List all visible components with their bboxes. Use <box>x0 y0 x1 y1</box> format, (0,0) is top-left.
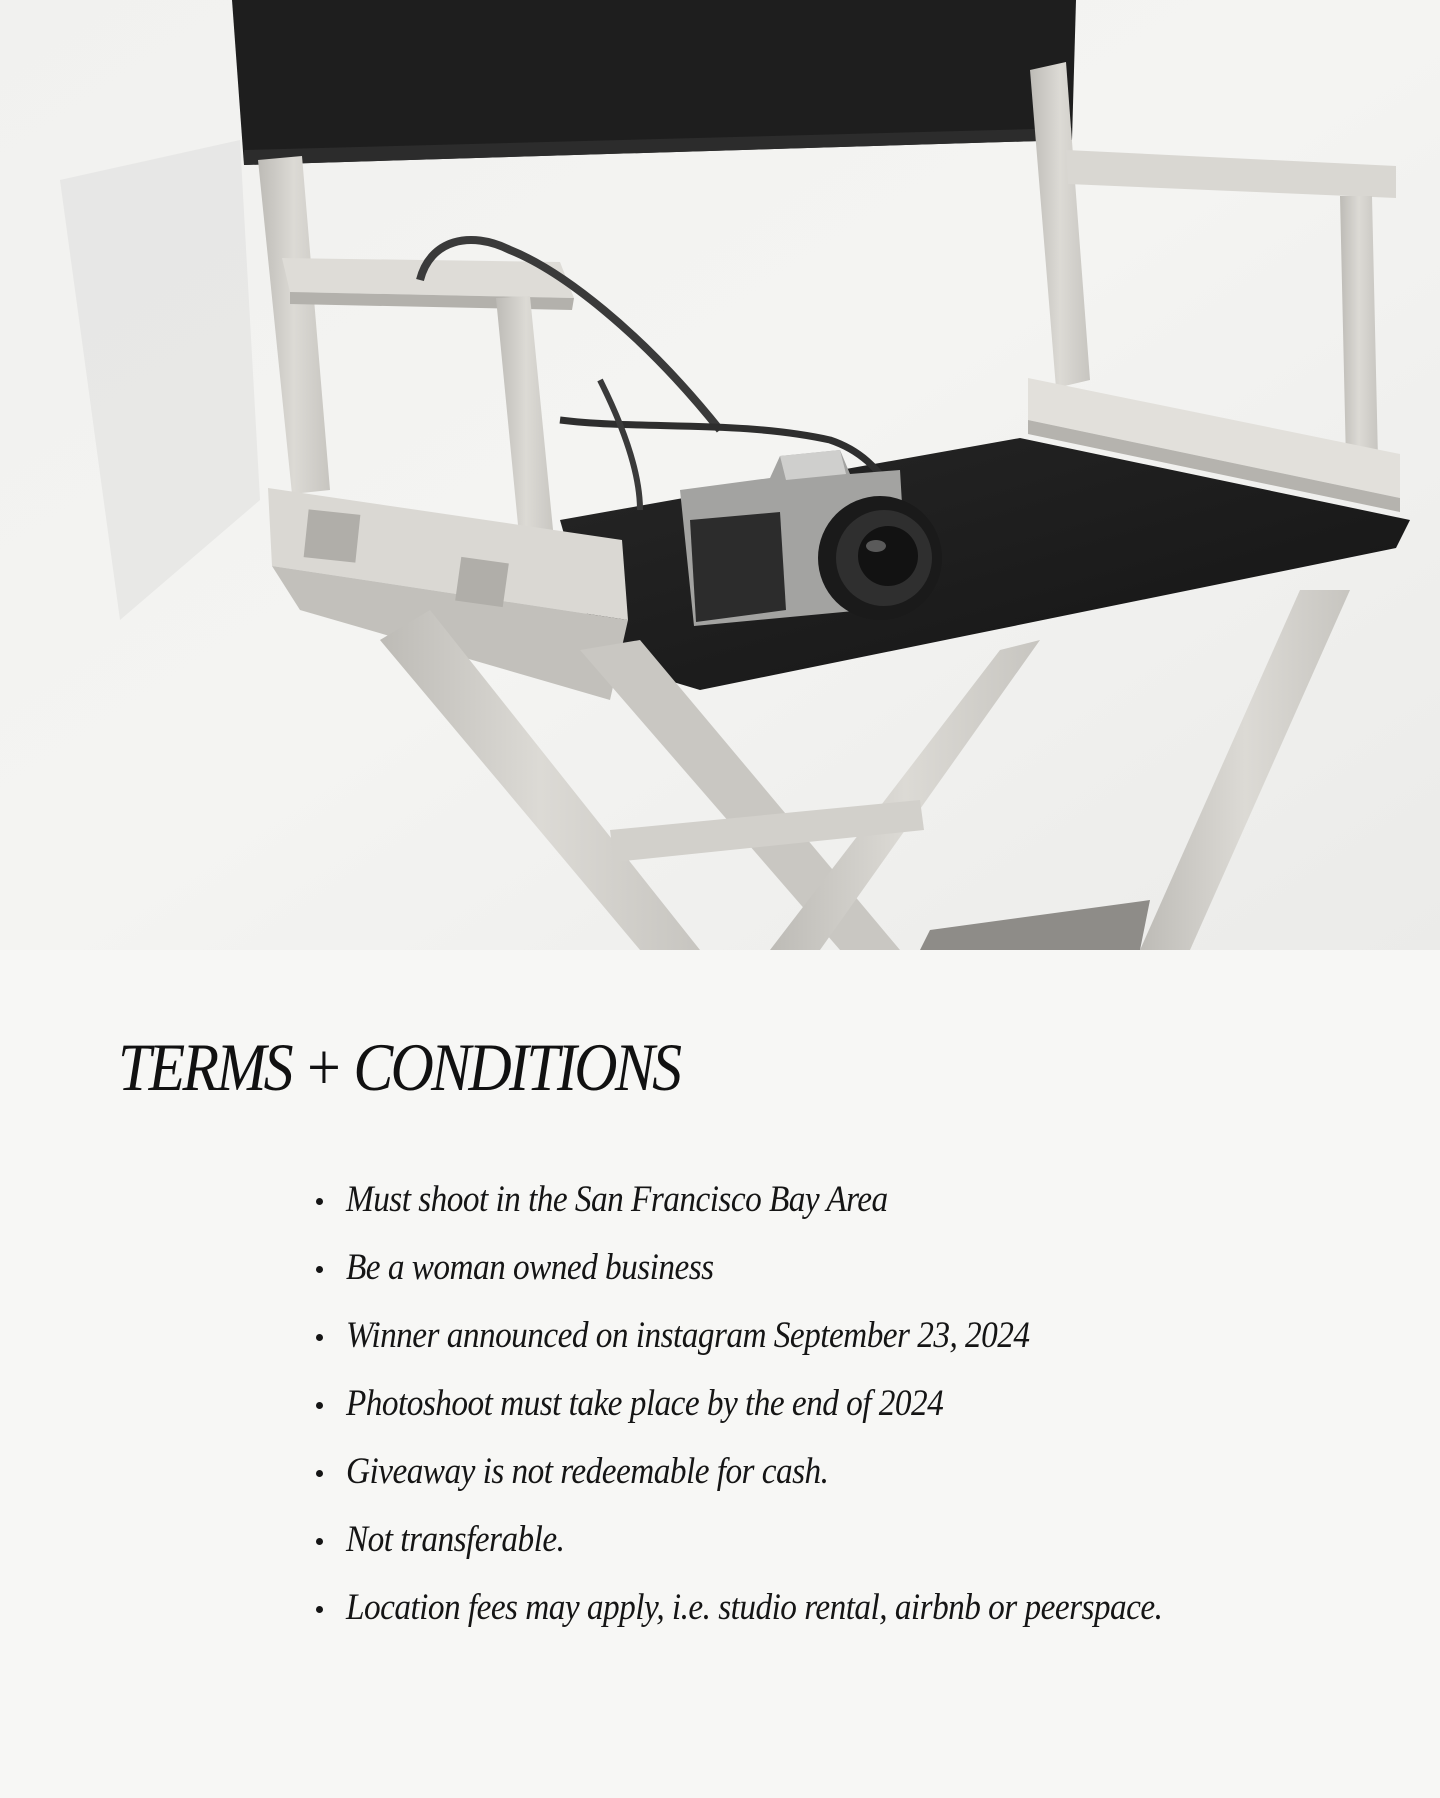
term-text: Be a woman owned business <box>346 1247 714 1288</box>
list-item <box>310 1580 1350 1648</box>
terms-list <box>310 1172 1350 1648</box>
bullet-icon <box>316 1402 323 1409</box>
list-item <box>310 1444 1350 1512</box>
term-text: Winner announced on instagram September 23, 2024 <box>346 1315 1030 1356</box>
bullet-icon <box>316 1538 323 1545</box>
term-text: Giveaway is not redeemable for cash. <box>346 1451 829 1492</box>
bullet-icon <box>316 1266 323 1273</box>
bullet-icon <box>316 1334 323 1341</box>
list-item <box>310 1376 1350 1444</box>
term-text: Must shoot in the San Francisco Bay Area <box>346 1179 888 1220</box>
page-title: TERMS + CONDITIONS <box>118 1029 680 1105</box>
list-item <box>310 1308 1350 1376</box>
list-item <box>310 1240 1350 1308</box>
term-text: Not transferable. <box>346 1519 565 1560</box>
term-text: Location fees may apply, i.e. studio rental, airbnb or peerspace. <box>346 1587 1163 1628</box>
term-text: Photoshoot must take place by the end of 2024 <box>346 1383 944 1424</box>
list-item <box>310 1512 1350 1580</box>
bullet-icon <box>316 1606 323 1613</box>
list-item <box>310 1172 1350 1240</box>
bullet-icon <box>316 1470 323 1477</box>
bullet-icon <box>316 1198 323 1205</box>
